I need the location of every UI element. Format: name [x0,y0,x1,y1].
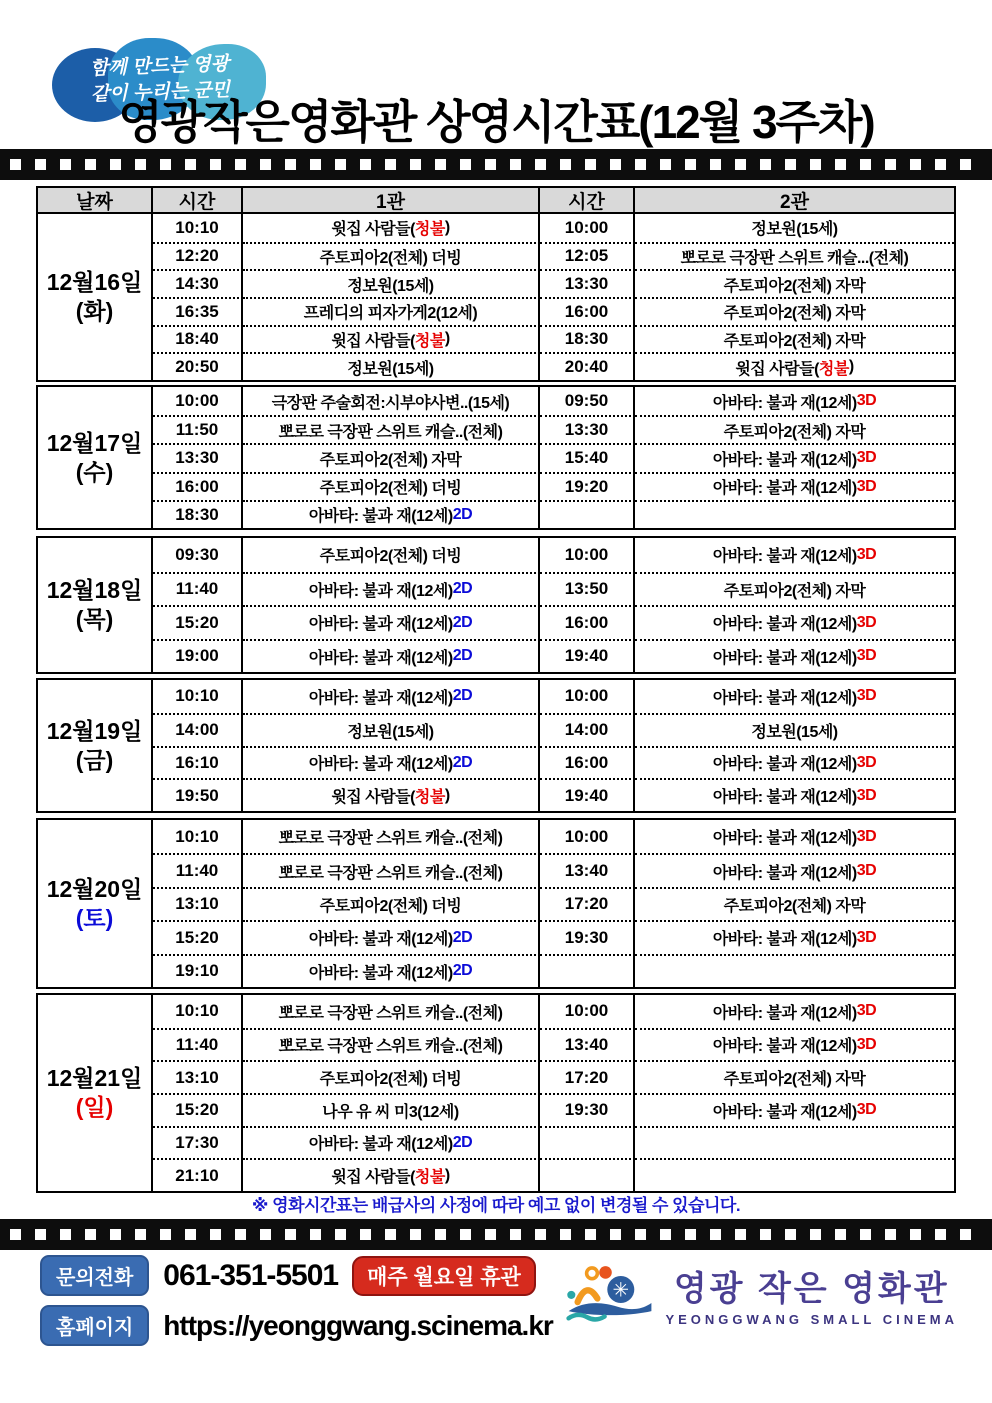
movie-tag: 3D [856,1035,877,1053]
movie-title: 아바타: 불과 재(12세) [308,964,453,982]
movie-cell-screen1 [243,920,540,953]
movie-title: ) [848,358,854,376]
time-cell-screen1: 16:35 [153,297,243,325]
movie-cell-screen2 [635,352,954,380]
time-cell-screen1: 19:00 [153,639,243,673]
schedule-day-block [36,818,956,989]
movie-cell-screen2 [635,538,954,572]
movie-cell-screen1 [243,1093,540,1126]
phone-row [40,1255,553,1296]
movie-title: 아바타: 불과 재(12세) [712,451,857,469]
movie-cell-screen1 [243,538,540,572]
movie-title: 주토피아2(전체) 자막 [723,423,866,441]
movie-cell-screen2 [635,778,954,811]
time-cell-screen2: 15:40 [540,443,635,471]
time-cell-screen2 [540,500,635,528]
time-cell-screen2: 13:30 [540,269,635,297]
movie-cell-screen1 [243,820,540,853]
time-cell-screen2: 19:20 [540,472,635,500]
movie-tag: 3D [856,928,877,946]
schedule-day-block [36,678,956,813]
time-cell-screen1: 18:40 [153,325,243,353]
movie-title: 주토피아2(전체) 자막 [723,1071,866,1089]
time-cell-screen2: 16:00 [540,746,635,779]
time-cell-screen1: 12:20 [153,242,243,270]
movie-cell-screen1 [243,778,540,811]
time-cell-screen1: 18:30 [153,500,243,528]
time-cell-screen2: 10:00 [540,214,635,242]
time-cell-screen1: 11:40 [153,853,243,886]
movie-cell-screen1 [243,387,540,415]
closed-day-badge: 매주 월요일 휴관 [352,1256,536,1296]
filmstrip-divider-top [0,149,992,180]
movie-tag: 2D [452,505,473,523]
movie-cell-screen1 [243,1060,540,1093]
movie-title: 주토피아2(전체) 자막 [319,451,462,469]
time-cell-screen2: 10:00 [540,680,635,713]
movie-cell-screen2 [635,472,954,500]
movie-title: 윗집 사람들( [331,789,415,807]
time-cell-screen2: 17:20 [540,887,635,920]
schedule-day-block [36,385,956,530]
time-cell-screen2: 19:30 [540,920,635,953]
movie-tag: 2D [452,753,473,771]
movie-title: 아바타: 불과 재(12세) [712,689,857,707]
date-label: 12월16일 [46,269,143,296]
movie-title: 주토피아2(전체) 자막 [723,582,866,600]
movie-title: 아바타: 불과 재(12세) [712,649,857,667]
movie-cell-screen1 [243,269,540,297]
movie-title: 아바타: 불과 재(12세) [712,616,857,634]
movie-title: 주토피아2(전체) 더빙 [319,249,462,267]
time-cell-screen2: 19:40 [540,778,635,811]
movie-title: 주토피아2(전체) 더빙 [319,1071,462,1089]
movie-tag: 3D [856,647,877,665]
movie-cell-screen1 [243,853,540,886]
movie-cell-screen2 [635,297,954,325]
movie-title: 아바타: 불과 재(12세) [308,756,453,774]
movie-tag: 2D [452,687,473,705]
cinema-logo [565,1261,958,1327]
movie-tag: 3D [856,449,877,467]
movie-title: 나우 유 씨 미3(12세) [322,1103,459,1121]
movie-title: 뽀로로 극장판 스위트 캐슬..(전체) [278,830,503,848]
time-cell-screen1: 19:50 [153,778,243,811]
schedule-change-note: ※ 영화시간표는 배급사의 사정에 따라 예고 없이 변경될 수 있습니다. [251,1196,741,1215]
movie-cell-screen2 [635,415,954,443]
movie-cell-screen1 [243,242,540,270]
movie-cell-screen1 [243,680,540,713]
time-cell-screen1: 10:10 [153,820,243,853]
movie-cell-screen1 [243,1158,540,1191]
movie-cell-screen1 [243,500,540,528]
time-cell-screen2: 18:30 [540,325,635,353]
time-cell-screen2: 13:50 [540,572,635,606]
time-cell-screen1: 10:00 [153,387,243,415]
time-cell-screen2: 10:00 [540,538,635,572]
movie-title: 아바타: 불과 재(12세) [308,1136,453,1154]
movie-title: 아바타: 불과 재(12세) [712,1004,857,1022]
movie-title: 주토피아2(전체) 더빙 [319,548,462,566]
movie-title: 주토피아2(전체) 자막 [723,277,866,295]
column-header: 날짜 [38,188,153,214]
movie-tag: 3D [856,1101,877,1119]
column-header: 1관 [243,188,540,214]
movie-title: 뽀로로 극장판 스위트 캐슬..(전체) [278,1038,503,1056]
date-cell [38,680,153,811]
movie-title: ) [444,1166,450,1184]
slogan-line1: 함께 만드는 영광 [89,53,230,80]
movie-tag: 3D [856,545,877,563]
movie-cell-screen2 [635,572,954,606]
movie-title: 윗집 사람들( [331,221,415,239]
time-cell-screen1: 21:10 [153,1158,243,1191]
movie-title: 프레디의 피자가게2(12세) [303,305,478,323]
weekday-label: (금) [75,746,114,773]
time-cell-screen1: 16:00 [153,472,243,500]
movie-cell-screen1 [243,325,540,353]
cinema-name-english: YEONGGWANG SMALL CINEMA [665,1312,958,1327]
movie-title: 아바타: 불과 재(12세) [712,789,857,807]
movie-tag: 3D [856,753,877,771]
movie-title: 정보원(15세) [751,723,838,741]
movie-cell-screen1 [243,887,540,920]
movie-cell-screen1 [243,954,540,987]
slogan-line2: 같이 누리는 군민 [90,79,231,106]
movie-title: 아바타: 불과 재(12세) [712,548,857,566]
time-cell-screen1: 13:10 [153,1060,243,1093]
schedule-table [36,186,956,1194]
time-cell-screen1: 10:10 [153,995,243,1028]
movie-cell-screen2 [635,269,954,297]
movie-title: 아바타: 불과 재(12세) [712,756,857,774]
weekday-label: (목) [75,606,114,632]
movie-title: 주토피아2(전체) 자막 [723,897,866,915]
movie-title: ) [444,218,450,236]
movie-title: 아바타: 불과 재(12세) [712,931,857,949]
footer [40,1255,958,1346]
time-cell-screen2 [540,1158,635,1191]
date-label: 12월17일 [46,429,143,456]
time-cell-screen1: 19:10 [153,954,243,987]
movie-cell-screen2 [635,242,954,270]
movie-cell-screen1 [243,713,540,746]
movie-cell-screen2 [635,680,954,713]
movie-title: 주토피아2(전체) 더빙 [319,480,462,498]
movie-title: 아바타: 불과 재(12세) [308,649,453,667]
movie-cell-screen2 [635,605,954,639]
movie-cell-screen1 [243,443,540,471]
movie-cell-screen2 [635,920,954,953]
time-cell-screen1: 14:00 [153,713,243,746]
movie-title: 아바타: 불과 재(12세) [308,616,453,634]
movie-title: 주토피아2(전체) 자막 [723,305,866,323]
movie-tag: 청불 [414,1169,445,1187]
time-cell-screen2: 16:00 [540,605,635,639]
column-header: 시간 [540,188,635,214]
date-label: 12월18일 [46,577,143,604]
time-cell-screen2: 12:05 [540,242,635,270]
date-cell [38,538,153,672]
movie-cell-screen2 [635,1093,954,1126]
filmstrip-divider-bottom [0,1219,992,1250]
movie-tag: 3D [856,827,877,845]
movie-cell-screen2 [635,746,954,779]
homepage-label-badge: 홈페이지 [40,1305,149,1346]
movie-title: ) [444,786,450,804]
movie-cell-screen2 [635,820,954,853]
homepage-url: https://yeonggwang.scinema.kr [163,1309,553,1341]
cinema-name-korean: 영광 작은 영화관 [673,1270,950,1308]
movie-cell-screen1 [243,1028,540,1061]
movie-title: 뽀로로 극장판 스위트 캐슬...(전체) [680,249,909,267]
cinema-logo-icon [565,1263,655,1325]
movie-tag: 2D [452,580,473,598]
time-cell-screen2: 20:40 [540,352,635,380]
svg-text:✳: ✳ [612,1279,630,1302]
movie-title: 아바타: 불과 재(12세) [712,1038,857,1056]
movie-title: 아바타: 불과 재(12세) [712,1103,857,1121]
movie-title: 정보원(15세) [347,277,434,295]
movie-title: 아바타: 불과 재(12세) [308,582,453,600]
page-title: 영광작은영화관 상영시간표(12월 3주차) [118,96,874,148]
movie-tag: 청불 [414,789,445,807]
movie-title: 정보원(15세) [347,360,434,378]
movie-tag: 2D [452,647,473,665]
homepage-row [40,1305,553,1346]
time-cell-screen2: 13:40 [540,853,635,886]
movie-title: 아바타: 불과 재(12세) [308,931,453,949]
contact-info [40,1255,553,1346]
time-cell-screen2: 10:00 [540,995,635,1028]
movie-title: 뽀로로 극장판 스위트 캐슬..(전체) [278,864,503,882]
movie-cell-screen2 [635,214,954,242]
time-cell-screen1: 13:30 [153,443,243,471]
date-label: 12월19일 [46,717,143,744]
date-cell [38,995,153,1191]
movie-title: 아바타: 불과 재(12세) [308,508,453,526]
weekday-label: (화) [75,297,114,324]
movie-title: 극장판 주술회전:시부야사변..(15세) [271,394,510,412]
time-cell-screen2: 16:00 [540,297,635,325]
date-cell [38,214,153,380]
date-label: 12월21일 [46,1065,143,1092]
movie-tag: 2D [452,928,473,946]
time-cell-screen2: 10:00 [540,820,635,853]
time-cell-screen2: 13:30 [540,415,635,443]
time-cell-screen2 [540,1126,635,1159]
date-label: 12월20일 [46,875,143,902]
movie-title: 윗집 사람들( [331,332,415,350]
movie-title: 아바타: 불과 재(12세) [712,864,857,882]
time-cell-screen1: 17:30 [153,1126,243,1159]
movie-tag: 2D [452,1133,473,1151]
weekday-label: (수) [75,458,114,485]
time-cell-screen1: 15:20 [153,920,243,953]
time-cell-screen1: 11:50 [153,415,243,443]
schedule-day-block [36,186,956,382]
time-cell-screen1: 11:40 [153,1028,243,1061]
movie-title: 정보원(15세) [751,221,838,239]
schedule-day-block [36,993,956,1193]
movie-cell-screen1 [243,352,540,380]
date-cell [38,820,153,987]
movie-cell-screen2 [635,887,954,920]
time-cell-screen2 [540,954,635,987]
movie-title: 주토피아2(전체) 자막 [723,332,866,350]
movie-title: 아바타: 불과 재(12세) [308,689,453,707]
movie-title: 아바타: 불과 재(12세) [712,480,857,498]
movie-title: 윗집 사람들( [735,360,819,378]
movie-tag: 2D [452,962,473,980]
movie-cell-screen2 [635,500,954,528]
weekday-label: (토) [75,904,114,931]
movie-cell-screen2 [635,387,954,415]
movie-cell-screen1 [243,415,540,443]
movie-tag: 3D [856,862,877,880]
time-cell-screen2: 14:00 [540,713,635,746]
phone-label-badge: 문의전화 [40,1255,149,1296]
time-cell-screen2: 09:50 [540,387,635,415]
time-cell-screen1: 13:10 [153,887,243,920]
time-cell-screen1: 15:20 [153,605,243,639]
movie-cell-screen2 [635,325,954,353]
movie-cell-screen2 [635,995,954,1028]
time-cell-screen1: 14:30 [153,269,243,297]
movie-title: 아바타: 불과 재(12세) [712,394,857,412]
movie-cell-screen1 [243,605,540,639]
movie-cell-screen1 [243,995,540,1028]
movie-cell-screen1 [243,639,540,673]
movie-title: 뽀로로 극장판 스위트 캐슬..(전체) [278,423,503,441]
movie-cell-screen1 [243,297,540,325]
movie-cell-screen1 [243,472,540,500]
movie-cell-screen1 [243,746,540,779]
movie-tag: 3D [856,786,877,804]
time-cell-screen1: 15:20 [153,1093,243,1126]
movie-cell-screen2 [635,443,954,471]
movie-cell-screen2 [635,1060,954,1093]
time-cell-screen2: 13:40 [540,1028,635,1061]
weekday-label: (일) [75,1094,114,1120]
movie-cell-screen1 [243,214,540,242]
movie-tag: 청불 [818,360,849,378]
cinema-logo-text [665,1261,958,1327]
movie-tag: 2D [452,613,473,631]
movie-title: 뽀로로 극장판 스위트 캐슬..(전체) [278,1004,503,1022]
movie-cell-screen2 [635,639,954,673]
movie-title: 정보원(15세) [347,723,434,741]
movie-cell-screen1 [243,572,540,606]
time-cell-screen1: 09:30 [153,538,243,572]
movie-tag: 3D [856,477,877,495]
movie-title: ) [444,330,450,348]
movie-cell-screen1 [243,1126,540,1159]
movie-tag: 3D [856,687,877,705]
movie-cell-screen2 [635,954,954,987]
column-header: 2관 [635,188,954,214]
movie-tag: 3D [856,392,877,410]
movie-tag: 3D [856,1002,877,1020]
movie-title: 주토피아2(전체) 더빙 [319,897,462,915]
movie-title: 윗집 사람들( [331,1169,415,1187]
movie-tag: 청불 [414,221,445,239]
movie-title: 아바타: 불과 재(12세) [712,830,857,848]
movie-tag: 3D [856,613,877,631]
time-cell-screen1: 20:50 [153,352,243,380]
time-cell-screen1: 16:10 [153,746,243,779]
time-cell-screen1: 10:10 [153,680,243,713]
schedule-day-block [36,536,956,674]
movie-cell-screen2 [635,1028,954,1061]
time-cell-screen1: 11:40 [153,572,243,606]
movie-tag: 청불 [414,332,445,350]
column-header: 시간 [153,188,243,214]
movie-cell-screen2 [635,853,954,886]
movie-cell-screen2 [635,1126,954,1159]
movie-cell-screen2 [635,713,954,746]
time-cell-screen2: 19:40 [540,639,635,673]
time-cell-screen2: 17:20 [540,1060,635,1093]
time-cell-screen2: 19:30 [540,1093,635,1126]
movie-cell-screen2 [635,1158,954,1191]
phone-number: 061-351-5501 [163,1258,339,1292]
date-cell [38,387,153,528]
time-cell-screen1: 10:10 [153,214,243,242]
